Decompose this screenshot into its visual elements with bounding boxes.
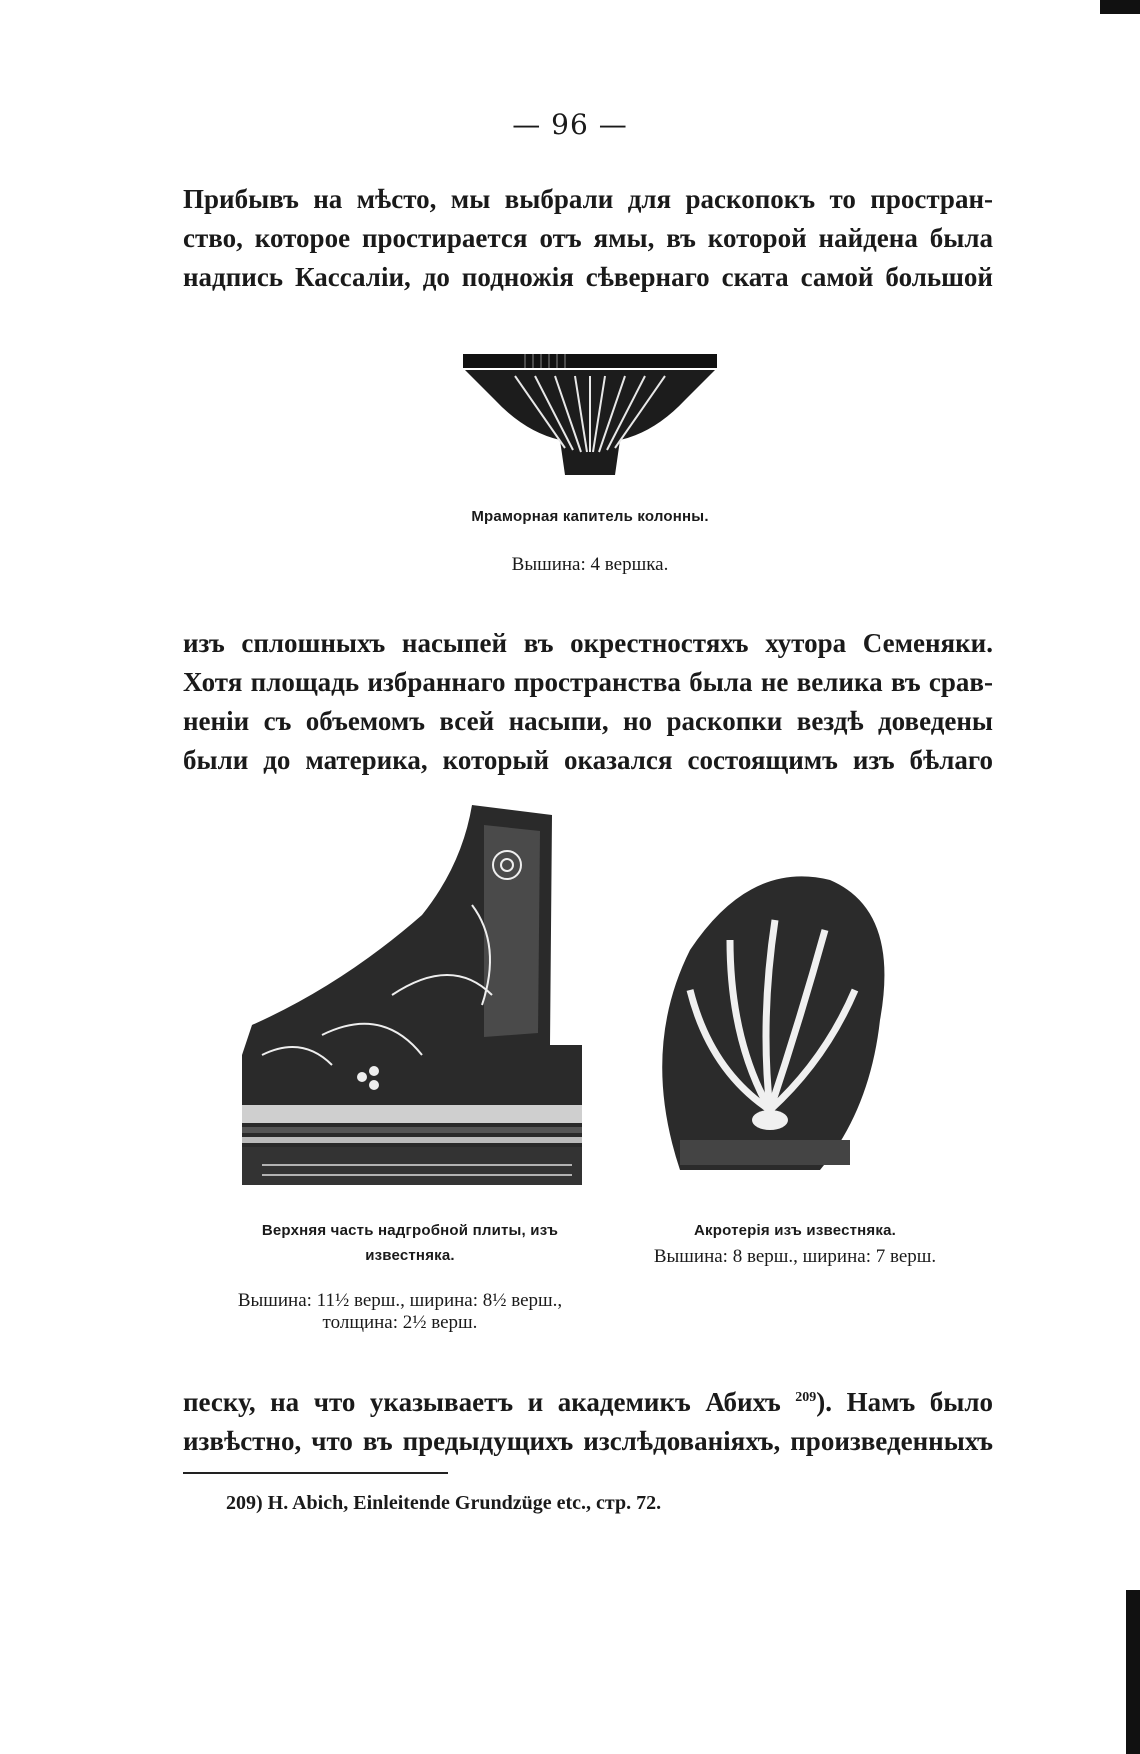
figure3-size: Вышина: 8 верш., ширина: 7 верш. [653, 1246, 937, 1267]
caption-line: Вышина: 11½ верш., ширина: 8½ верш., [237, 1290, 563, 1311]
caption-line: толщина: 2½ верш. [322, 1312, 478, 1333]
footnote-reference[interactable]: 209 [795, 1390, 817, 1405]
text-line [183, 1378, 993, 1422]
gravestone-illustration [222, 805, 592, 1190]
paragraph-bottom [183, 1378, 993, 1461]
text-line: надпись Кассаліи, до подножія сѣвернаго ската самой большой [183, 262, 993, 292]
text-line: неніи съ объемомъ всей насыпи, но раскопки вездѣ доведены [183, 706, 993, 736]
text-segment: ). Намъ было [816, 1387, 994, 1417]
text-line: были до материка, который оказался состоящимъ изъ бѣлаго [183, 745, 993, 775]
text-line: извѣстно, что въ предыдущихъ изслѣдованіяхъ, произведенныхъ [183, 1426, 993, 1456]
caption-line: Верхняя часть надгробной плиты, изъ [261, 1222, 559, 1239]
figure1-caption: Мраморная капитель колонны. [471, 508, 709, 525]
page-number: — 96 — [512, 108, 628, 141]
figure3-caption: Акротерія изъ известняка. [694, 1222, 896, 1239]
caption-line: известняка. [365, 1247, 455, 1264]
text-line: изъ сплошныхъ насыпей въ окрестностяхъ хутора Семеняки. [183, 628, 993, 658]
scan-edge-top [1100, 0, 1140, 14]
scan-edge-bottom [1126, 1590, 1140, 1754]
text-line: Хотя площадь избраннаго пространства была не велика въ срав- [183, 667, 993, 697]
text-segment: песку, на что указываетъ и академикъ Абихъ [183, 1387, 781, 1417]
text-line: ство, которое простирается отъ ямы, въ которой найдена была [183, 223, 993, 253]
paragraph-middle [183, 624, 993, 780]
footnote: 209) H. Abich, Einleitende Grundzüge etc., стр. 72. [226, 1492, 662, 1514]
figure2-caption [200, 1222, 620, 1264]
figure1-size: Вышина: 4 вершка. [511, 554, 669, 575]
figure2-size [170, 1290, 630, 1334]
footnote-divider [183, 1472, 448, 1474]
paragraph-top [183, 180, 993, 297]
text-line: Прибывъ на мѣсто, мы выбрали для раскопокъ то простран- [183, 184, 993, 214]
column-capital-illustration [455, 340, 725, 480]
akroterion-illustration [650, 870, 890, 1175]
